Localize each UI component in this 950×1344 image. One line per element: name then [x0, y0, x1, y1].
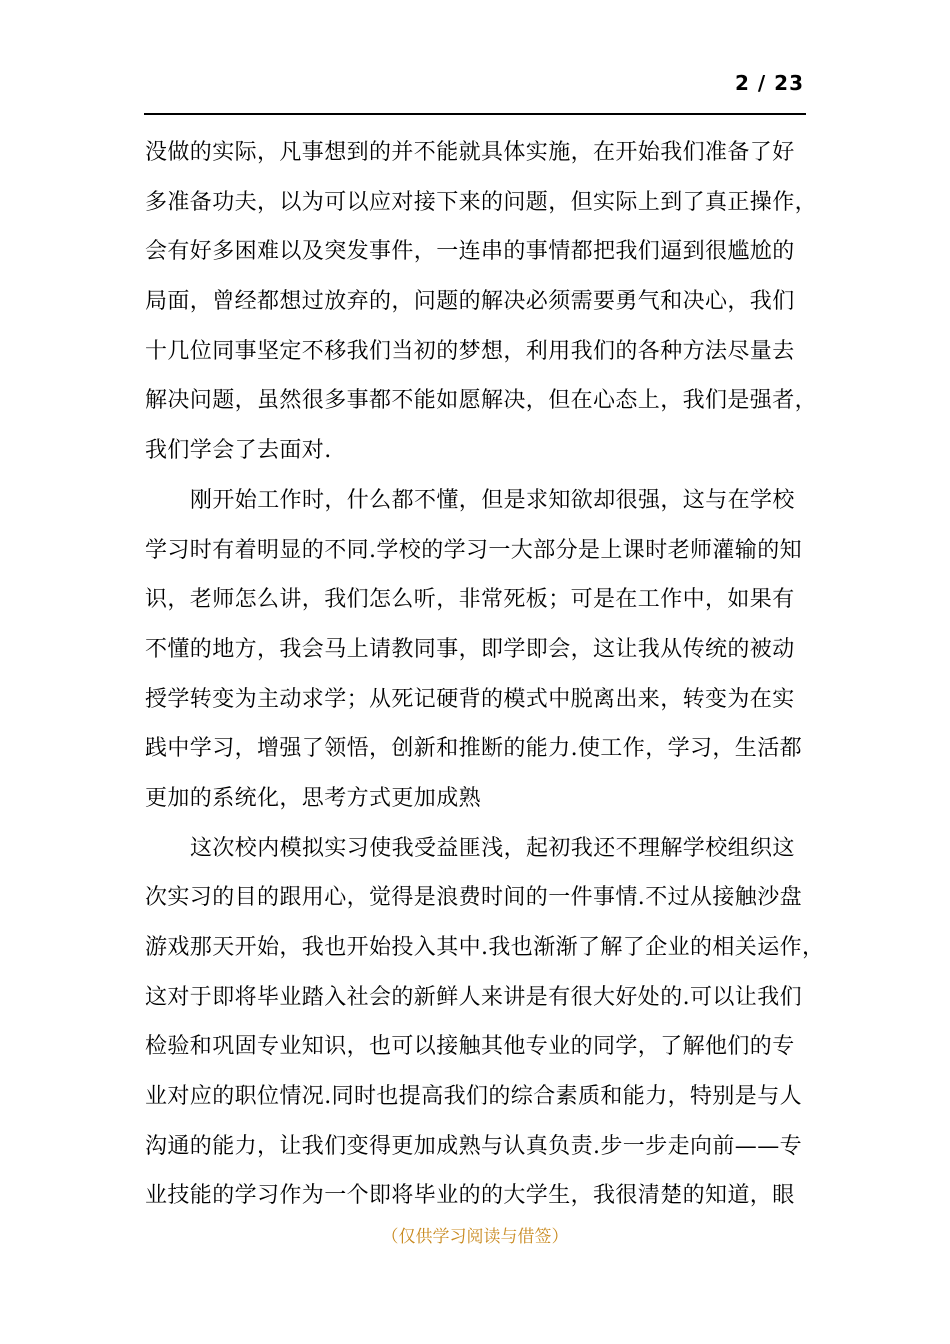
text-line: 更加的系统化，思考方式更加成熟 [145, 785, 482, 811]
text-line: 次实习的目的跟用心，觉得是浪费时间的一件事情.不过从接触沙盘 [145, 885, 802, 911]
text-line: 沟通的能力，让我们变得更加成熟与认真负责.步一步走向前——专 [145, 1133, 802, 1159]
paragraph-first-line: 这次校内模拟实习使我受益匪浅，起初我还不理解学校组织这 [190, 835, 795, 861]
text-line: 多准备功夫，以为可以应对接下来的问题，但实际上到了真正操作， [145, 189, 818, 215]
text-line: 游戏那天开始，我也开始投入其中.我也渐渐了解了企业的相关运作， [145, 935, 825, 960]
footer-disclaimer: （仅供学习阅读与借签） [381, 1227, 569, 1247]
text-line: 践中学习，增强了领悟，创新和推断的能力.使工作，学习，生活都 [145, 736, 802, 762]
text-line: 识，老师怎么讲，我们怎么听，非常死板；可是在工作中，如果有 [145, 587, 795, 613]
text-line: 局面，曾经都想过放弃的，问题的解决必须需要勇气和决心，我们 [145, 289, 795, 315]
document-body [145, 128, 825, 1221]
text-line: 学习时有着明显的不同.学校的学习一大部分是上课时老师灌输的知 [145, 537, 802, 563]
text-line: 业技能的学习作为一个即将毕业的的大学生，我很清楚的知道，眼 [145, 1183, 795, 1209]
text-line: 十几位同事坚定不移我们当初的梦想，利用我们的各种方法尽量去 [145, 338, 795, 364]
text-line: 授学转变为主动求学；从死记硬背的模式中脱离出来，转变为在实 [145, 686, 795, 712]
text-line: 会有好多困难以及突发事件，一连串的事情都把我们逼到很尴尬的 [145, 239, 795, 265]
text-line: 解决问题，虽然很多事都不能如愿解决，但在心态上，我们是强者， [145, 388, 818, 414]
paragraph-first-line: 刚开始工作时，什么都不懂，但是求知欲却很强，这与在学校 [190, 487, 795, 513]
text-line: 业对应的职位情况.同时也提高我们的综合素质和能力，特别是与人 [145, 1084, 802, 1110]
header-divider [144, 113, 806, 115]
text-line: 不懂的地方，我会马上请教同事，即学即会，这让我从传统的被动 [145, 636, 795, 662]
text-line: 没做的实际，凡事想到的并不能就具体实施，在开始我们准备了好 [145, 140, 795, 165]
page-number: 2 / 23 [735, 71, 804, 95]
text-line: 检验和巩固专业知识，也可以接触其他专业的同学，了解他们的专 [145, 1034, 795, 1060]
text-line: 这对于即将毕业踏入社会的新鲜人来讲是有很大好处的.可以让我们 [145, 984, 802, 1010]
text-line: 我们学会了去面对. [145, 438, 332, 464]
